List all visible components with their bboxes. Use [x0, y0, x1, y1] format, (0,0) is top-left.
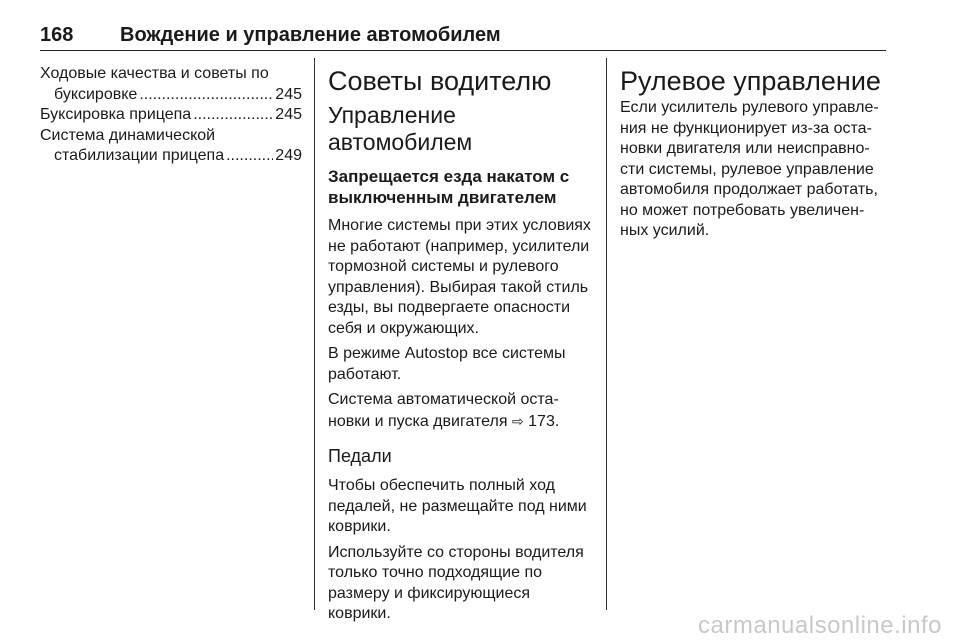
reference-page-link[interactable]: 173.	[528, 412, 560, 430]
toc-column	[40, 64, 302, 167]
toc-entry[interactable]	[40, 126, 302, 167]
toc-entry[interactable]	[40, 105, 302, 126]
toc-entry-subtitle: буксировке	[54, 85, 138, 103]
toc-leader-dots	[226, 146, 273, 167]
toc-entry-title: Ходовые качества и советы по	[40, 65, 269, 82]
section-title: Советы водителю	[328, 66, 552, 96]
watermark: carmanualsonline.info	[698, 612, 942, 639]
paragraph-pedals-1: Чтобы обеспечить полный ход педалей, не размещайте под ними коврики.	[328, 477, 587, 535]
heading-pedals: Педали	[328, 446, 392, 466]
toc-leader-dots	[139, 85, 273, 106]
reference-text: Система автоматической остановки и пуска двигателя	[328, 391, 559, 430]
main-column	[328, 64, 594, 630]
toc-page-number: 249	[275, 147, 302, 164]
toc-entry-title: Система динамической	[40, 126, 216, 144]
page-header	[40, 24, 886, 51]
toc-page-number: 245	[275, 85, 302, 103]
toc-entry-title: Буксировка прицепа	[40, 106, 192, 123]
chapter-title: Вождение и управление автомобилем	[120, 24, 501, 46]
paragraph-autostop: В режиме Autostop все системы работают.	[328, 345, 566, 383]
page-number: 168	[40, 24, 74, 46]
steering-title: Рулевое управление	[620, 66, 881, 96]
paragraph-systems: Многие системы при этих условиях не работают (например, усилители тормозной системы и рулевого управления). Выбирая такой стиль езды, вы подвергаете опасности себя и окружающих.	[328, 217, 591, 337]
page-reference-arrow-icon: ⇨	[511, 412, 524, 429]
subsection-title: Управление автомобилем	[328, 102, 473, 155]
steering-column	[620, 64, 886, 247]
toc-entry[interactable]	[40, 64, 302, 105]
toc-leader-dots	[193, 105, 273, 126]
toc-entry-subtitle: стабилизации прицепа	[54, 147, 225, 164]
paragraph-reference	[328, 390, 594, 432]
toc-page-number: 245	[275, 106, 302, 123]
column-divider	[314, 58, 315, 610]
heading-no-engine-coasting: Запрещается езда накатом с выключенным двигателем	[328, 167, 570, 207]
paragraph-pedals-2: Используйте со стороны водителя только точно подходящие по размеру и фиксирующиеся коврики.	[328, 543, 584, 622]
column-divider	[606, 58, 607, 610]
paragraph-steering: Если усилитель рулевого управления не функционирует из-за остановки двигателя или неисправности системы, рулевое управление автомобиля продолжает работать, но может потребовать увеличенных усилий.	[620, 99, 879, 239]
